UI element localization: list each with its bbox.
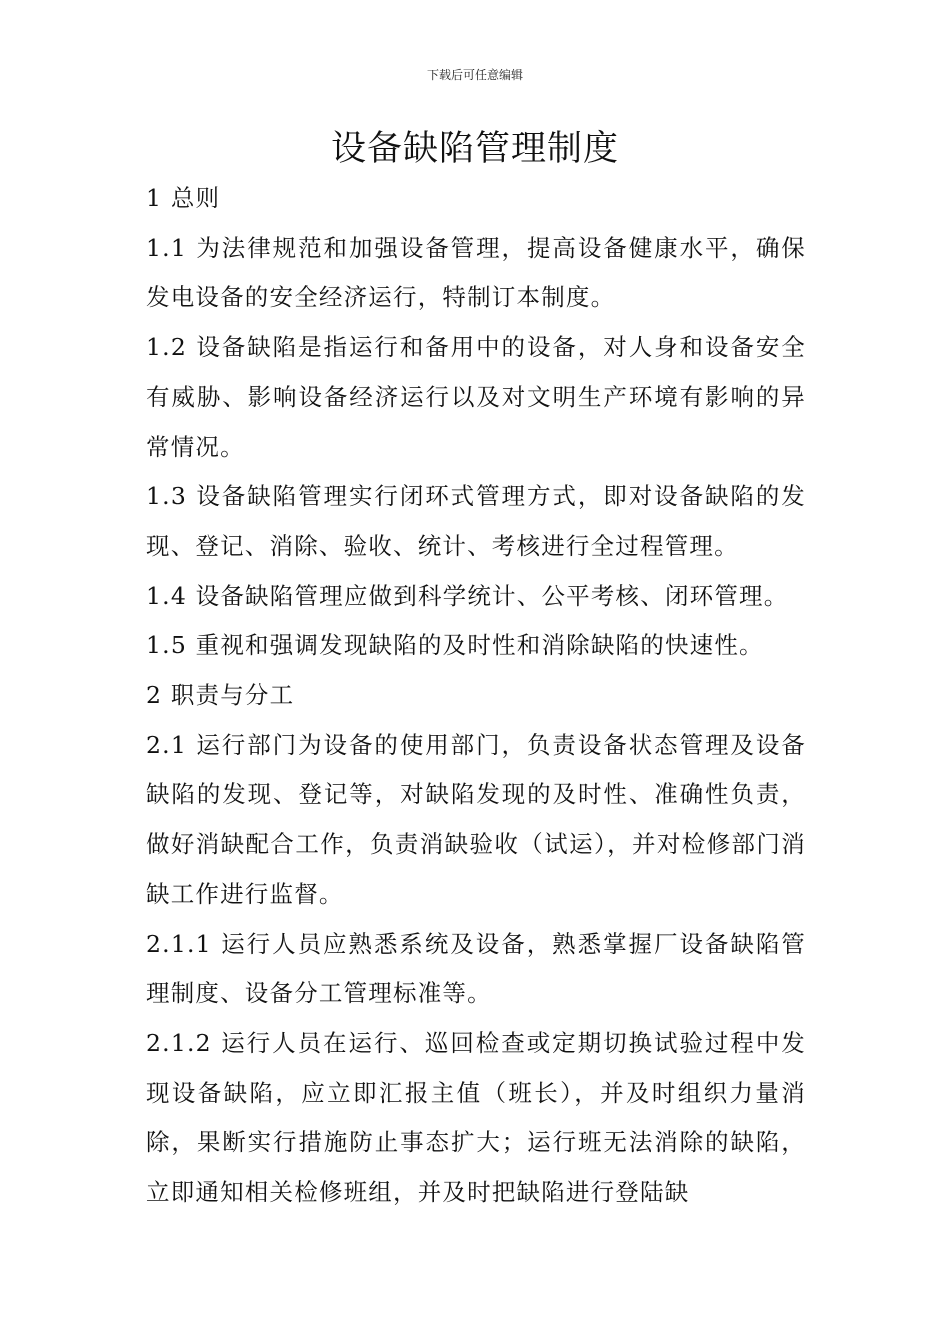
paragraph-1-3: 1.3 设备缺陷管理实行闭环式管理方式，即对设备缺陷的发现、登记、消除、验收、统计、考核进行全过程管理。 [146,482,806,560]
paragraph-2-1-1: 2.1.1 运行人员应熟悉系统及设备，熟悉掌握厂设备缺陷管理制度、设备分工管理标准等。 [146,929,806,1008]
paragraph-1-4: 1.4 设备缺陷管理应做到科学统计、公平考核、闭环管理。 [146,581,789,610]
paragraph-1-2: 1.2 设备缺陷是指运行和备用中的设备，对人身和设备安全有威胁、影响设备经济运行以及对文明生产环境有影响的异常情况。 [146,333,806,461]
section-heading-general: 1 总则 [146,184,221,212]
paragraph-2-1: 2.1 运行部门为设备的使用部门，负责设备状态管理及设备缺陷的发现、登记等，对缺陷发现的及时性、准确性负责，做好消缺配合工作，负责消缺验收（试运），并对检修部门消缺工作进行监督。 [146,730,806,908]
header-note: 下载后可任意编辑 [426,68,523,82]
paragraph-2-1-2: 2.1.2 运行人员在运行、巡回检查或定期切换试验过程中发现设备缺陷，应立即汇报主值（班长），并及时组织力量消除，果断实行措施防止事态扩大；运行班无法消除的缺陷，立即通知相关检修班组，并及时把缺陷进行登陆缺 [146,1028,806,1207]
paragraph-1-5: 1.5 重视和强调发现缺陷的及时性和消除缺陷的快速性。 [146,631,764,660]
paragraph-1-1: 1.1 为法律规范和加强设备管理，提高设备健康水平，确保发电设备的安全经济运行，特制订本制度。 [146,233,806,312]
document-body [146,174,806,1218]
document-title: 设备缺陷管理制度 [330,129,619,169]
section-heading-duties: 2 职责与分工 [146,681,295,710]
